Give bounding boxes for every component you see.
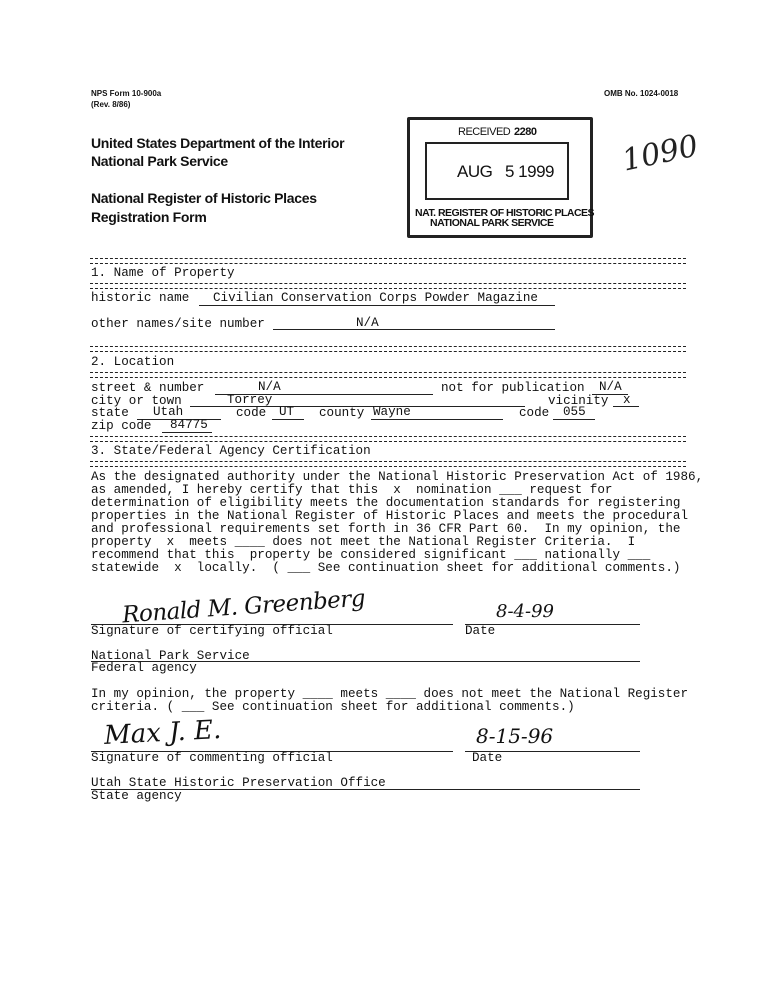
stamp-line-2: NATIONAL PARK SERVICE bbox=[430, 217, 554, 229]
historic-name-field-line bbox=[199, 305, 555, 306]
service-name: National Park Service bbox=[91, 153, 228, 169]
state-label: state bbox=[91, 406, 129, 420]
federal-agency-value: National Park Service bbox=[91, 649, 250, 663]
county-code-field-line bbox=[553, 419, 595, 420]
certification-line-6: property x meets ____ does not meet the National Register Criteria. I bbox=[91, 535, 636, 549]
handwritten-reference: 1090 bbox=[619, 128, 702, 179]
zip-field-line bbox=[162, 432, 212, 433]
certifying-signature: Ronald M. Greenberg bbox=[121, 585, 366, 629]
other-names-field-line bbox=[273, 329, 555, 330]
commenting-date-label: Date bbox=[472, 751, 503, 765]
street-label: street & number bbox=[91, 381, 205, 395]
state-code-label: code bbox=[236, 406, 267, 420]
form-revision: (Rev. 8/86) bbox=[91, 100, 131, 109]
section-divider bbox=[90, 258, 686, 264]
certification-line-7: recommend that this property be considered significant ___ nationally ___ bbox=[91, 548, 651, 562]
section-divider bbox=[90, 283, 686, 289]
county-code-label: code bbox=[519, 406, 550, 420]
not-for-publication-value: N/A bbox=[599, 380, 622, 394]
city-value: Torrey bbox=[227, 393, 273, 407]
stamp-received-number: 2280 bbox=[514, 126, 537, 138]
form-number: NPS Form 10-900a bbox=[91, 89, 162, 98]
zip-value: 84775 bbox=[170, 418, 208, 432]
section-divider bbox=[90, 372, 686, 378]
county-value: Wayne bbox=[373, 405, 411, 419]
opinion-line-1: In my opinion, the property ____ meets ____ does not meet the National Register bbox=[91, 687, 689, 701]
historic-name-value: Civilian Conservation Corps Powder Magazine bbox=[213, 291, 538, 305]
zip-label: zip code bbox=[91, 419, 152, 433]
section-3-title: 3. State/Federal Agency Certification bbox=[91, 444, 371, 458]
other-names-label: other names/site number bbox=[91, 317, 265, 331]
received-stamp bbox=[407, 117, 593, 238]
stamp-received-label: RECEIVED bbox=[458, 126, 511, 138]
vicinity-label: vicinity bbox=[548, 394, 609, 408]
form-title: Registration Form bbox=[91, 209, 207, 225]
historic-name-label: historic name bbox=[91, 291, 190, 305]
stamp-line-1: NAT. REGISTER OF HISTORIC PLACES bbox=[415, 207, 595, 219]
section-1-title: 1. Name of Property bbox=[91, 266, 235, 280]
section-divider bbox=[90, 436, 686, 442]
certification-line-1: As the designated authority under the National Historic Preservation Act of 1986, bbox=[91, 470, 704, 484]
commenting-signature-label: Signature of commenting official bbox=[91, 751, 333, 765]
certifying-date-label: Date bbox=[465, 624, 496, 638]
section-divider bbox=[90, 461, 686, 467]
city-label: city or town bbox=[91, 394, 182, 408]
certification-line-3: determination of eligibility meets the documentation standards for registering bbox=[91, 496, 681, 510]
stamp-date: AUG 5 1999 bbox=[457, 162, 555, 181]
section-2-title: 2. Location bbox=[91, 355, 175, 369]
state-code-value: UT bbox=[279, 405, 295, 419]
state-agency-label: State agency bbox=[91, 789, 182, 803]
state-value: Utah bbox=[153, 405, 184, 419]
certification-line-2: as amended, I hereby certify that this x nomination ___ request for bbox=[91, 483, 613, 497]
federal-agency-label: Federal agency bbox=[91, 661, 197, 675]
commenting-signature: Max J. E. bbox=[103, 714, 222, 752]
omb-number: OMB No. 1024-0018 bbox=[604, 89, 679, 98]
certification-line-5: and professional requirements set forth in 36 CFR Part 60. In my opinion, the bbox=[91, 522, 681, 536]
county-field-line bbox=[371, 419, 503, 420]
certification-line-8: statewide x locally. ( ___ See continuation sheet for additional comments.) bbox=[91, 561, 681, 575]
certifying-date-handwritten: 8-4-99 bbox=[496, 601, 554, 622]
commenting-date-handwritten: 8-15-96 bbox=[476, 724, 554, 748]
certification-line-4: properties in the National Register of Historic Places and meets the procedural bbox=[91, 509, 689, 523]
street-value: N/A bbox=[258, 380, 281, 394]
not-for-publication-label: not for publication bbox=[441, 381, 585, 395]
vicinity-value: x bbox=[623, 393, 631, 407]
register-title: National Register of Historic Places bbox=[91, 190, 317, 206]
state-code-field-line bbox=[272, 419, 304, 420]
certifying-signature-label: Signature of certifying official bbox=[91, 624, 333, 638]
department-name: United States Department of the Interior bbox=[91, 135, 345, 151]
county-code-value: 055 bbox=[563, 405, 586, 419]
other-names-value: N/A bbox=[356, 316, 379, 330]
stamp-date-box bbox=[425, 142, 569, 200]
section-divider bbox=[90, 346, 686, 352]
state-agency-value: Utah State Historic Preservation Office bbox=[91, 776, 386, 790]
opinion-line-2: criteria. ( ___ See continuation sheet for additional comments.) bbox=[91, 700, 575, 714]
county-label: county bbox=[319, 406, 365, 420]
